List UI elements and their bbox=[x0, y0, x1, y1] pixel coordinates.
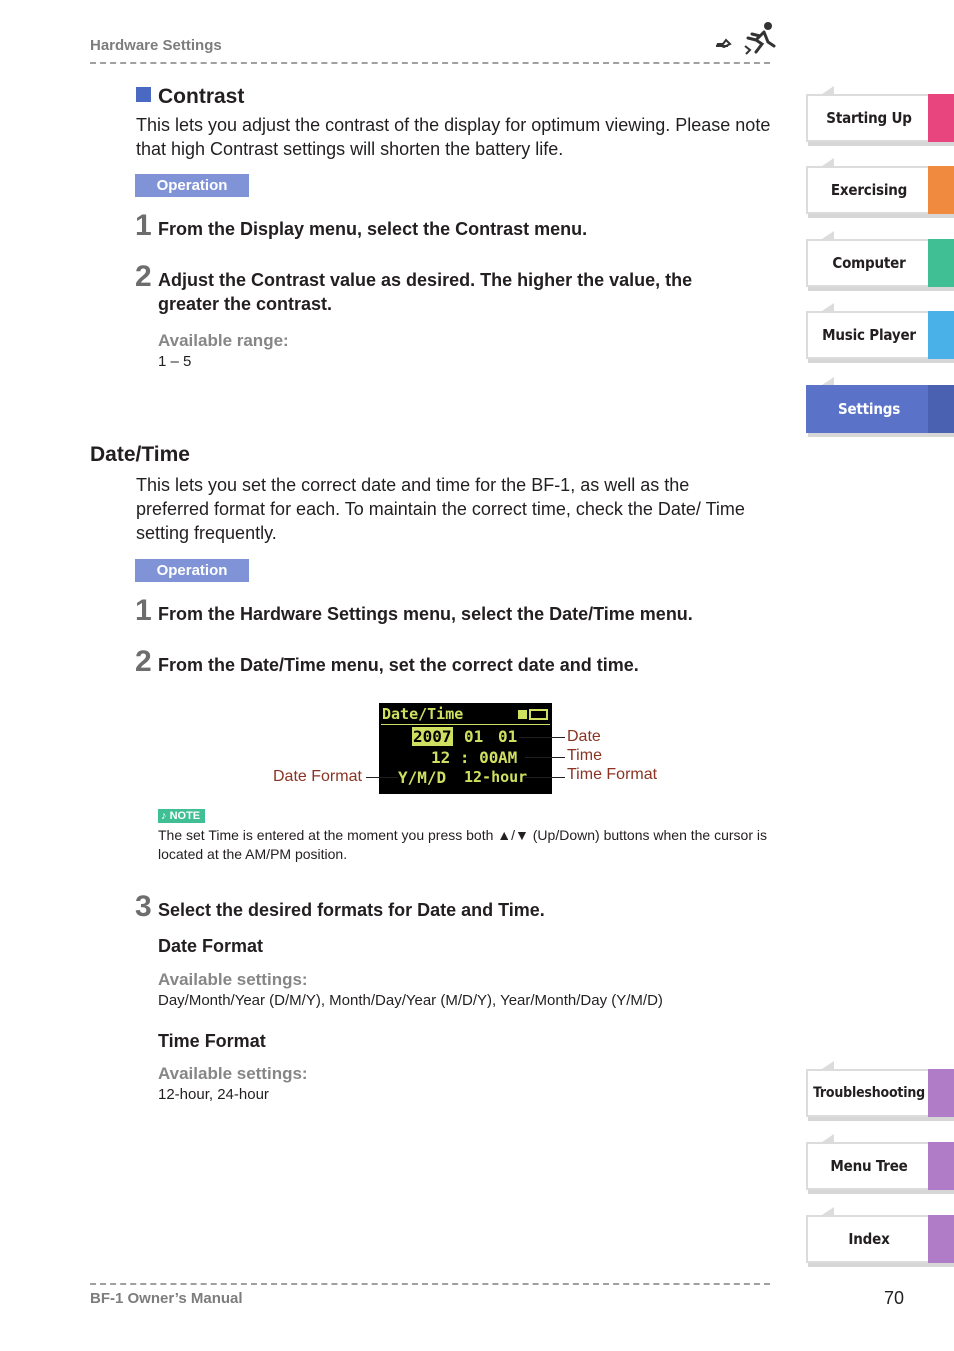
lcd-time: 12 : 00 bbox=[431, 748, 499, 767]
battery-icon bbox=[529, 709, 548, 720]
callout-line bbox=[525, 777, 565, 778]
nav-tab-troubleshooting[interactable] bbox=[806, 1069, 954, 1121]
step-number: 1 bbox=[135, 209, 152, 242]
nav-tab-music-player[interactable] bbox=[806, 311, 954, 363]
step-text: From the Hardware Settings menu, select the Date/Time menu. bbox=[158, 604, 693, 624]
nav-tab-color-strip bbox=[928, 1142, 954, 1190]
battery-icon bbox=[518, 710, 527, 719]
nav-tab-color-strip bbox=[928, 239, 954, 287]
nav-tab-color-strip bbox=[928, 94, 954, 142]
nav-tab-color-strip bbox=[928, 166, 954, 214]
note-badge: ♪ NOTE bbox=[158, 809, 205, 823]
runner-icon bbox=[712, 20, 776, 58]
step-text: Select the desired formats for Date and Time. bbox=[158, 900, 545, 920]
square-bullet-icon bbox=[136, 87, 151, 102]
note-text: The set Time is entered at the moment you press both ▲/▼ (Up/Down) buttons when the cursor is located at the AM/PM position. bbox=[158, 827, 767, 862]
callout-line bbox=[366, 777, 398, 778]
manual-title: BF-1 Owner’s Manual bbox=[90, 1290, 243, 1307]
contrast-description: This lets you adjust the contrast of the display for optimum viewing. Please note that high Contrast settings will shorten the battery life. bbox=[136, 115, 771, 159]
operation-badge: Operation bbox=[135, 174, 249, 197]
music-note-icon: ♪ bbox=[161, 810, 167, 822]
lcd-time-format: 12-hour bbox=[464, 768, 528, 786]
step-text: Adjust the Contrast value as desired. The higher the value, the greater the contrast. bbox=[158, 270, 693, 314]
lcd-title-underline bbox=[381, 724, 550, 725]
callout-time-format: Time Format bbox=[567, 766, 658, 783]
nav-tab-menu-tree[interactable] bbox=[806, 1142, 954, 1194]
nav-tab-starting-up[interactable] bbox=[806, 94, 954, 146]
lcd-month: 01 bbox=[464, 727, 484, 746]
nav-tab-label: Index bbox=[806, 1215, 932, 1263]
nav-tab-color-strip bbox=[928, 1069, 954, 1117]
nav-tab-color-strip bbox=[928, 1215, 954, 1263]
nav-tab-label: Troubleshooting bbox=[806, 1069, 932, 1117]
operation-badge: Operation bbox=[135, 559, 249, 582]
step-number: 1 bbox=[135, 594, 152, 627]
step-number: 2 bbox=[135, 645, 152, 678]
lcd-ampm: AM bbox=[498, 748, 518, 767]
date-settings-label: Available settings: bbox=[158, 970, 308, 989]
nav-tab-label: Starting Up bbox=[806, 94, 932, 142]
callout-date: Date bbox=[567, 728, 601, 745]
date-settings-value: Day/Month/Year (D/M/Y), Month/Day/Year (M/D/Y), Year/Month/Day (Y/M/D) bbox=[158, 992, 663, 1009]
date-format-heading: Date Format bbox=[158, 936, 264, 956]
time-format-heading: Time Format bbox=[158, 1031, 266, 1051]
contrast-heading: Contrast bbox=[136, 85, 244, 109]
running-header: Hardware Settings bbox=[90, 37, 222, 54]
time-settings-value: 12-hour, 24-hour bbox=[158, 1086, 269, 1103]
lcd-title: Date/Time bbox=[382, 705, 464, 723]
callout-line bbox=[525, 757, 565, 758]
footer-divider bbox=[90, 1283, 770, 1285]
callout-time: Time bbox=[567, 747, 602, 764]
nav-tab-index[interactable] bbox=[806, 1215, 954, 1267]
lcd-screen bbox=[379, 703, 552, 794]
range-value: 1 – 5 bbox=[158, 353, 192, 370]
nav-tab-label: Computer bbox=[806, 239, 932, 287]
lcd-date-format: Y/M/D bbox=[398, 768, 447, 787]
lcd-day: 01 bbox=[498, 727, 518, 746]
page-number: 70 bbox=[884, 1288, 905, 1308]
nav-tab-label: Exercising bbox=[806, 166, 932, 214]
nav-tab-label: Menu Tree bbox=[806, 1142, 932, 1190]
callout-date-format: Date Format bbox=[273, 768, 362, 785]
nav-tab-label: Settings bbox=[806, 385, 932, 433]
step-number: 3 bbox=[135, 890, 152, 923]
time-settings-label: Available settings: bbox=[158, 1064, 308, 1083]
nav-tab-settings[interactable] bbox=[806, 385, 954, 437]
step-text: From the Date/Time menu, set the correct date and time. bbox=[158, 655, 639, 675]
lcd-year: 2007 bbox=[413, 727, 452, 746]
range-label: Available range: bbox=[158, 331, 289, 350]
nav-tab-exercising[interactable] bbox=[806, 166, 954, 218]
nav-tab-color-strip bbox=[928, 311, 954, 359]
step-number: 2 bbox=[135, 260, 152, 293]
callout-line bbox=[519, 737, 565, 738]
step-text: From the Display menu, select the Contrast menu. bbox=[158, 219, 588, 239]
nav-tab-computer[interactable] bbox=[806, 239, 954, 291]
datetime-description: This lets you set the correct date and time for the BF-1, as well as the preferred format for each. To maintain the correct time, check the Date/ Time setting frequently. bbox=[136, 475, 745, 543]
nav-tab-color-strip bbox=[928, 385, 954, 433]
nav-tab-label: Music Player bbox=[806, 311, 932, 359]
header-divider bbox=[90, 62, 770, 64]
datetime-heading: Date/Time bbox=[90, 443, 190, 466]
